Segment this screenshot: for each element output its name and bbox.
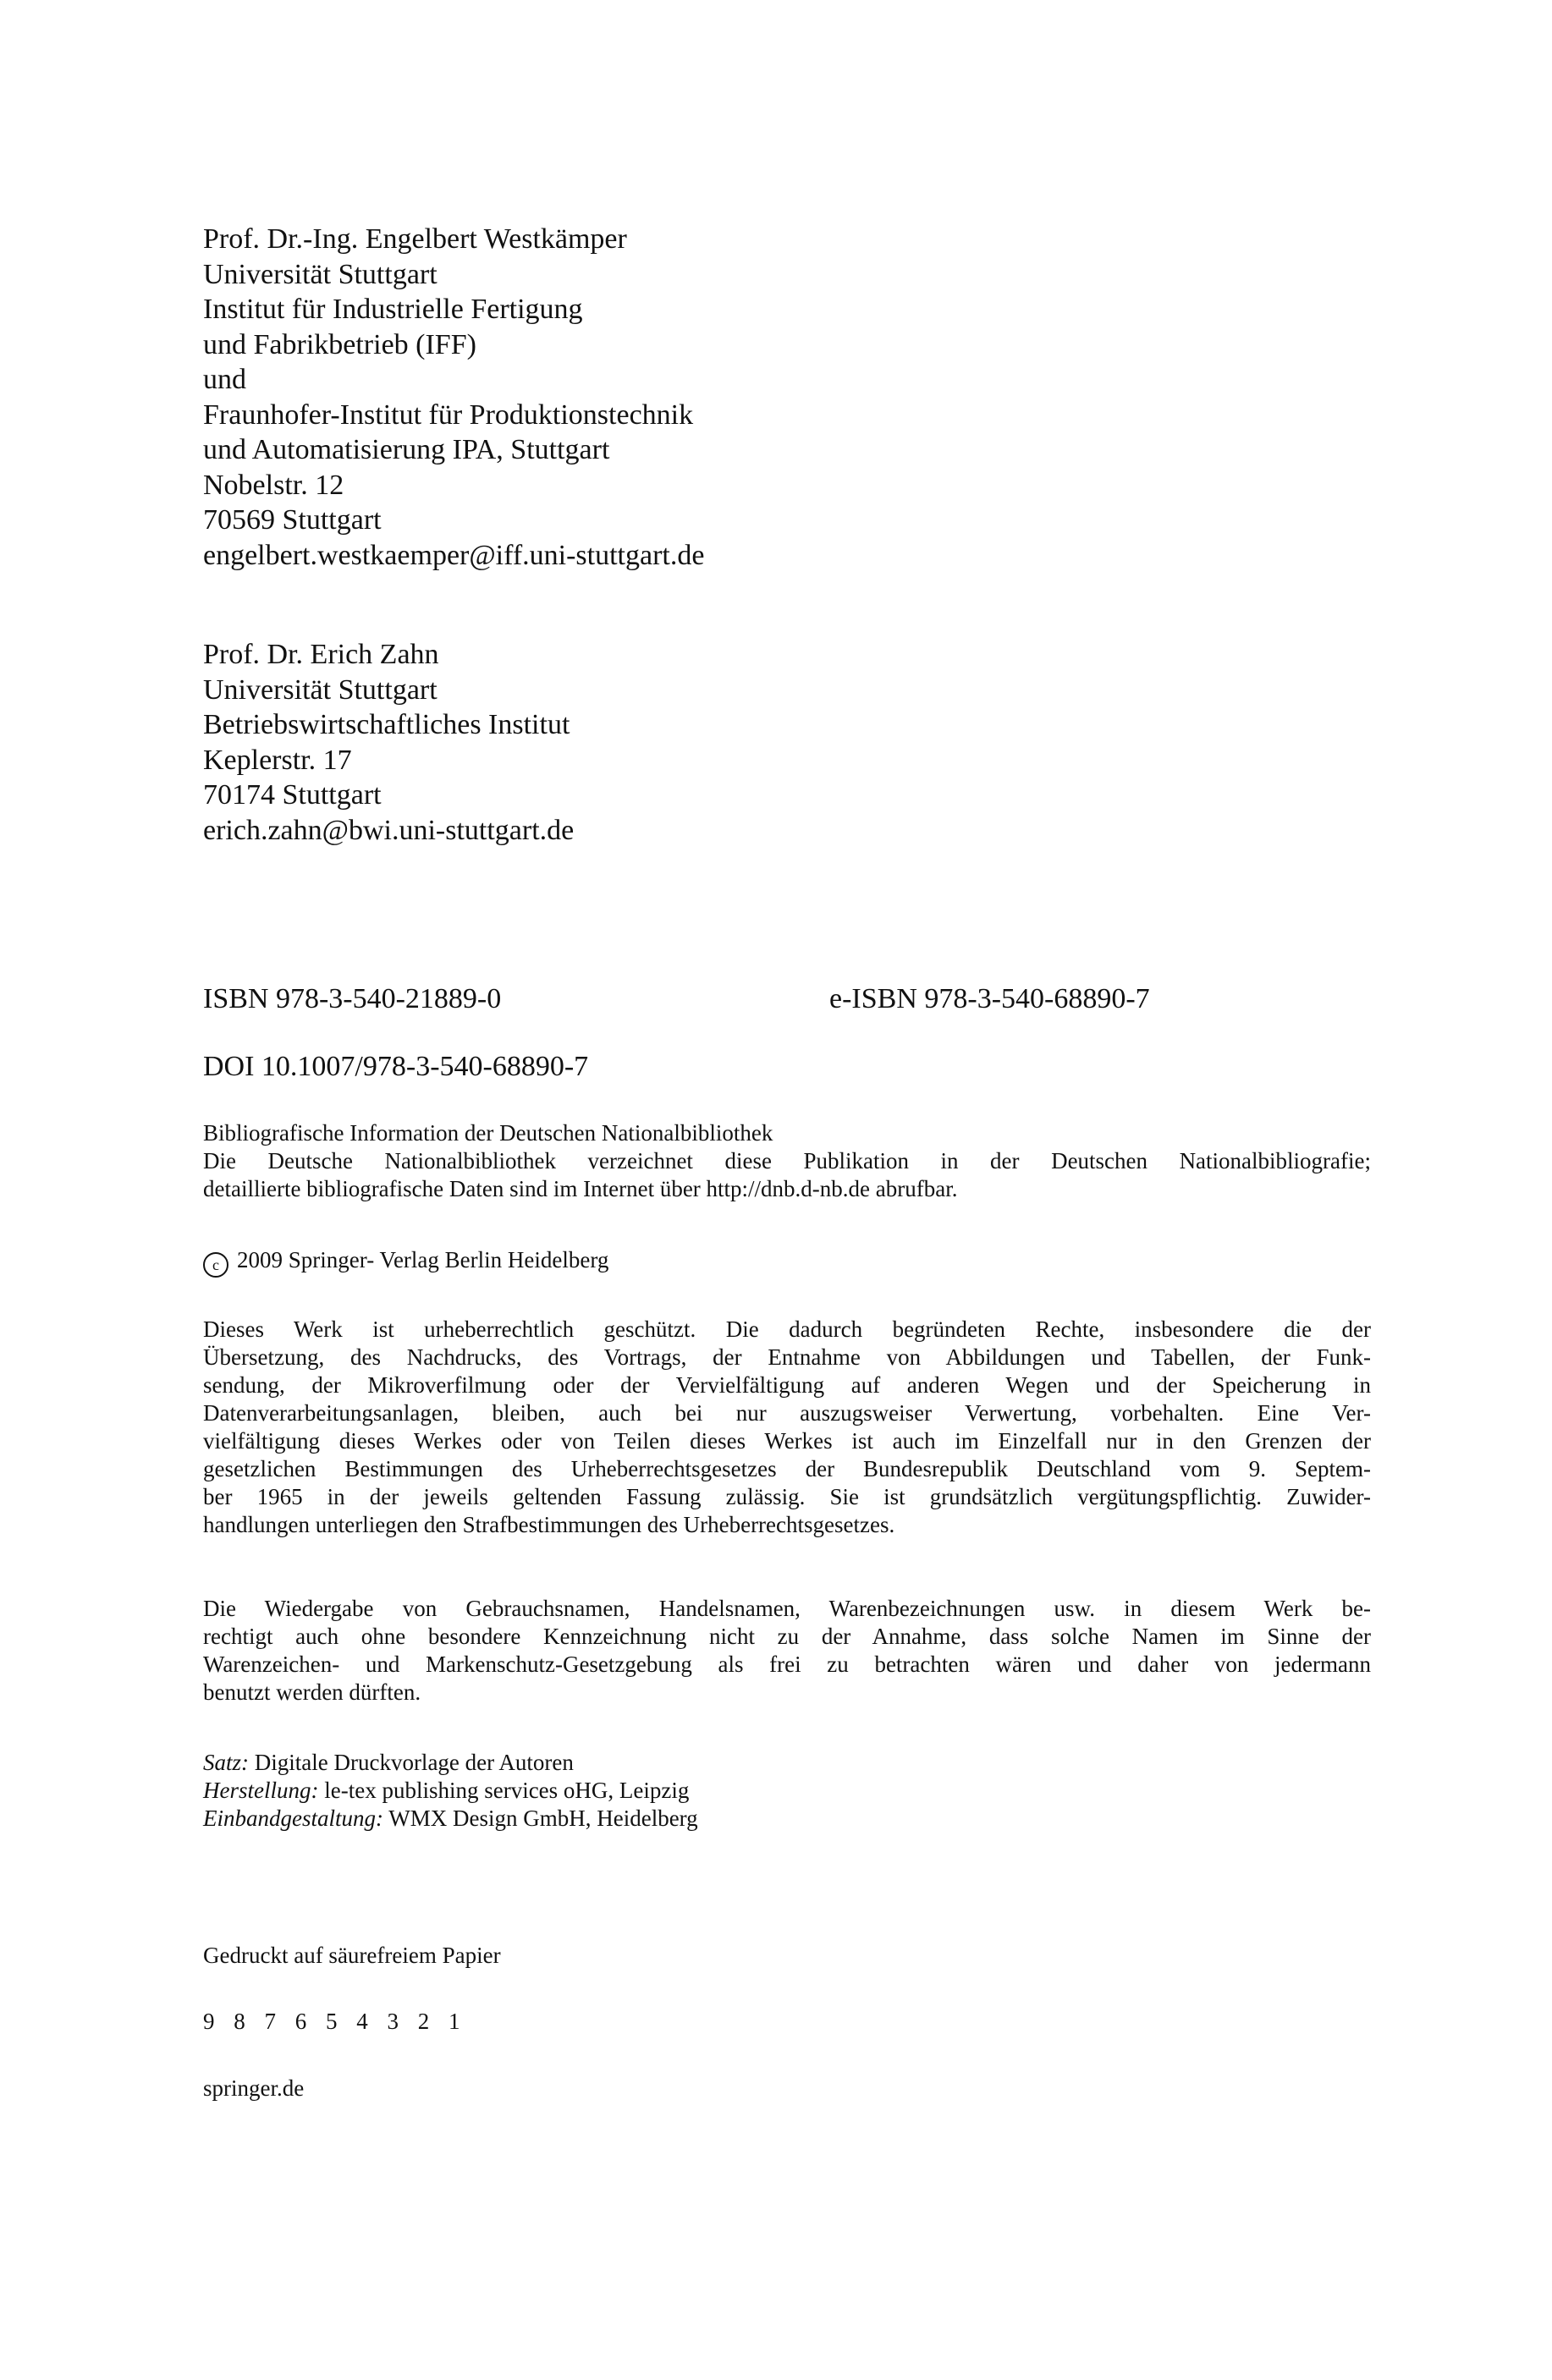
author-name: Prof. Dr.-Ing. Engelbert Westkämper <box>203 223 627 255</box>
copyright-icon: c <box>203 1252 228 1278</box>
paragraph-line: vielfältigung dieses Werkes oder von Teilen dieses Werkes ist auch im Einzelfall nur in den Grenzen der <box>203 1428 1371 1454</box>
paragraph-line: ber 1965 in der jeweils geltenden Fassung zulässig. Sie ist grundsätzlich vergütungspflichtig. Zuwider- <box>203 1484 1371 1509</box>
e-isbn: e-ISBN 978-3-540-68890-7 <box>829 983 1150 1014</box>
bibliographic-text: Die Deutsche Nationalbibliothek verzeichnet diese Publikation in der Deutschen Nationalbibliografie; <box>203 1148 1371 1174</box>
address-line: und Automatisierung IPA, Stuttgart <box>203 434 610 465</box>
credit-label: Einbandgestaltung: <box>203 1806 383 1831</box>
bibliographic-information <box>203 1119 1371 1203</box>
print-line: 9 8 7 6 5 4 3 2 1 <box>203 2009 467 2034</box>
credit-herstellung <box>203 1777 1371 1805</box>
copyright-text: 2009 Springer- Verlag Berlin Heidelberg <box>237 1247 609 1272</box>
credit-value: WMX Design GmbH, Heidelberg <box>388 1806 698 1831</box>
credit-value: Digitale Druckvorlage der Autoren <box>254 1750 574 1775</box>
copyright-line <box>203 1246 1371 1278</box>
credit-label: Herstellung: <box>203 1778 319 1803</box>
paragraph-line: rechtigt auch ohne besondere Kennzeichnung nicht zu der Annahme, dass solche Namen im Sinne der <box>203 1624 1371 1649</box>
website: springer.de <box>203 2075 305 2101</box>
paragraph-line: Dieses Werk ist urheberrechtlich geschützt. Die dadurch begründeten Rechte, insbesondere die der <box>203 1316 1371 1342</box>
paragraph-line: handlungen unterliegen den Strafbestimmungen des Urheberrechtsgesetzes. <box>203 1512 895 1537</box>
paragraph-line: Übersetzung, des Nachdrucks, des Vortrags, der Entnahme von Abbildungen und Tabellen, der Funk- <box>203 1344 1371 1370</box>
credit-einband <box>203 1805 1371 1833</box>
credit-value: le-tex publishing services oHG, Leipzig <box>324 1778 690 1803</box>
paragraph-line: gesetzlichen Bestimmungen des Urheberrechtsgesetzes der Bundesrepublik Deutschland vom 9. Septem- <box>203 1456 1371 1481</box>
author-email: erich.zahn@bwi.uni-stuttgart.de <box>203 814 575 846</box>
doi: DOI 10.1007/978-3-540-68890-7 <box>203 1051 589 1082</box>
address-line: 70174 Stuttgart <box>203 779 382 811</box>
credit-satz <box>203 1749 1371 1777</box>
bibliographic-text: detaillierte bibliografische Daten sind im Internet über http://dnb.d-nb.de abrufbar. <box>203 1176 958 1201</box>
address-line: und Fabrikbetrieb (IFF) <box>203 328 476 360</box>
address-line: Institut für Industrielle Fertigung <box>203 294 583 325</box>
credit-label: Satz: <box>203 1750 249 1775</box>
paragraph-line: Warenzeichen- und Markenschutz-Gesetzgebung als frei zu betrachten wären und daher von jedermann <box>203 1652 1371 1677</box>
address-line: Nobelstr. 12 <box>203 469 344 501</box>
author-address-zahn <box>203 637 574 848</box>
legal-paragraph-trademarks <box>203 1595 1371 1707</box>
paragraph-line: sendung, der Mikroverfilmung oder der Vervielfältigung auf anderen Wegen und der Speicherung in <box>203 1372 1371 1398</box>
legal-paragraph-copyright <box>203 1316 1371 1539</box>
paragraph-line: Die Wiedergabe von Gebrauchsnamen, Handelsnamen, Warenbezeichnungen usw. in diesem Werk be- <box>203 1596 1371 1621</box>
author-email: engelbert.westkaemper@iff.uni-stuttgart.de <box>203 539 705 571</box>
address-line: 70569 Stuttgart <box>203 504 382 536</box>
bibliographic-heading: Bibliografische Information der Deutschen Nationalbibliothek <box>203 1120 773 1146</box>
address-line: Keplerstr. 17 <box>203 744 352 776</box>
isbn: ISBN 978-3-540-21889-0 <box>203 983 502 1014</box>
isbn-row <box>203 981 1371 1017</box>
production-credits <box>203 1749 1371 1833</box>
printed-note: Gedruckt auf säurefreiem Papier <box>203 1943 501 1968</box>
paragraph-line: Datenverarbeitungsanlagen, bleiben, auch bei nur auszugsweiser Verwertung, vorbehalten. Eine Ver- <box>203 1400 1371 1426</box>
author-address-westkaemper <box>203 222 704 573</box>
address-line: und <box>203 364 246 395</box>
paragraph-line: benutzt werden dürften. <box>203 1679 421 1705</box>
address-line: Betriebswirtschaftliches Institut <box>203 709 570 740</box>
address-line: Fraunhofer-Institut für Produktionstechnik <box>203 398 694 431</box>
author-name: Prof. Dr. Erich Zahn <box>203 639 439 670</box>
address-line: Universität Stuttgart <box>203 673 438 706</box>
address-line: Universität Stuttgart <box>203 258 438 290</box>
